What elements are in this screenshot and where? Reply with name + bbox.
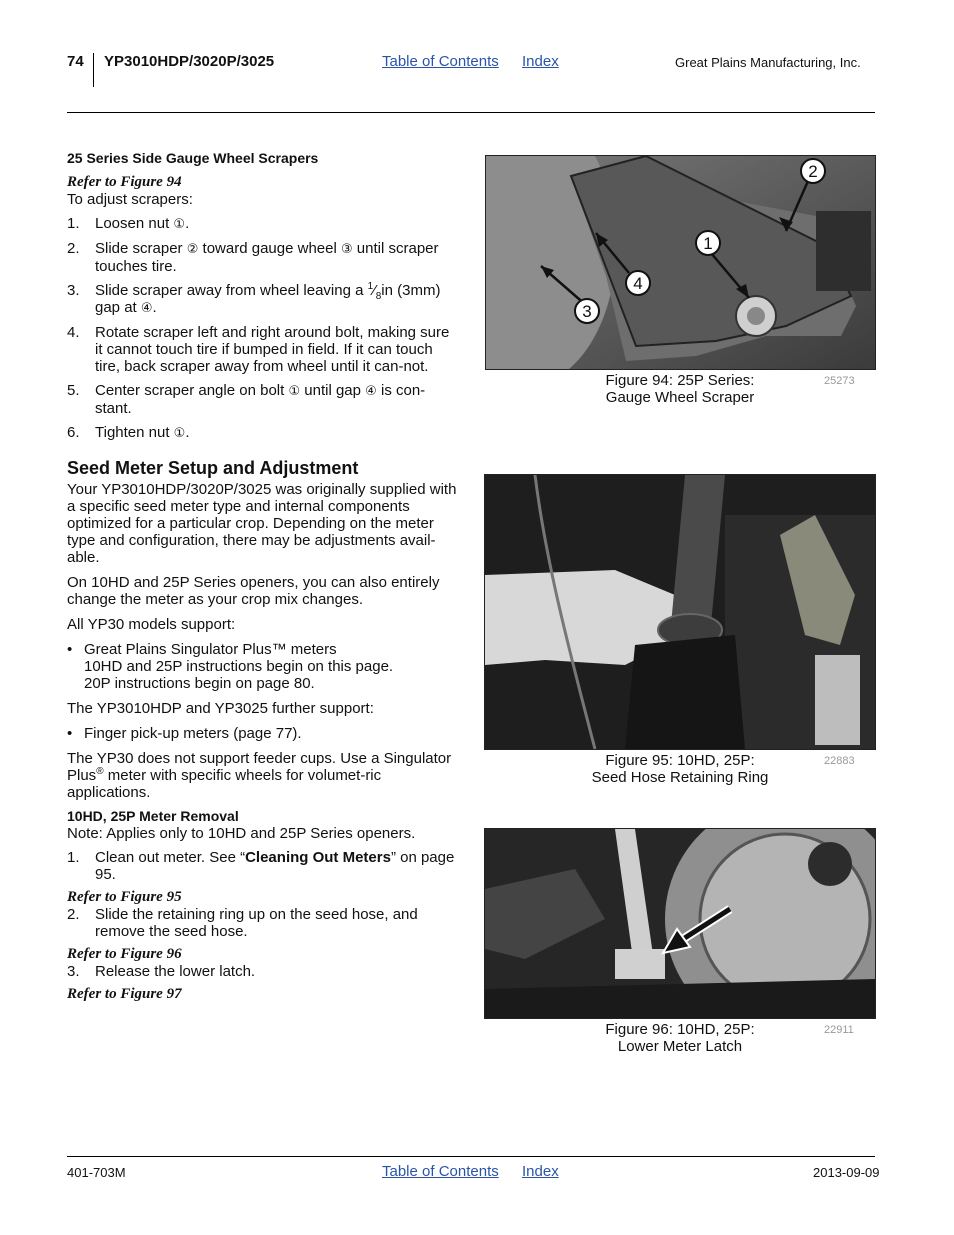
header-index-link[interactable]: Index	[522, 53, 559, 70]
removal-heading: 10HD, 25P Meter Removal	[67, 808, 239, 824]
figure-96-caption: Figure 96: 10HD, 25P: Lower Meter Latch	[605, 1021, 755, 1055]
note: Note: Applies only to 10HD and 25P Series openers.	[67, 825, 416, 842]
page-number: 74	[67, 53, 84, 70]
callout-overlay	[486, 156, 875, 369]
removal-step: 2. Slide the retaining ring up on the seed hose, and remove the seed hose.	[67, 906, 418, 940]
callout-1-label: 1	[703, 234, 713, 253]
scraper-step: 2. Slide scraper ② toward gauge wheel ③ until scraper touches tire.	[67, 240, 439, 275]
scraper-step: 3. Slide scraper away from wheel leaving a $^1⁄_8in$ (3mm) gap at ④.	[67, 281, 441, 316]
figure-reference: Refer to Figure 94	[67, 174, 182, 190]
paragraph: Your YP3010HDP/3020P/3025 was originally supplied with a specific seed meter type and internal components optimized for a particular crop. Depending on the meter type and configuration, there may be adjustments avail-able.	[67, 481, 457, 566]
cross-reference: Cleaning Out Meters	[245, 849, 391, 866]
scraper-heading: 25 Series Side Gauge Wheel Scrapers	[67, 150, 319, 166]
seed-hose-retaining-ring-image	[485, 475, 875, 749]
paragraph: The YP30 does not support feeder cups. Use a Singulator Plus® meter with specific wheels for volumet-ric applications.	[67, 750, 452, 801]
header-rule	[67, 112, 875, 113]
callout-4-label: 4	[633, 274, 643, 293]
left-column	[67, 150, 459, 1003]
scraper-step: 1. Loosen nut ①.	[67, 215, 190, 232]
figure-reference: Refer to Figure 97	[67, 986, 182, 1002]
footer-index-link[interactable]: Index	[522, 1163, 559, 1180]
list-item: • Great Plains Singulator Plus™ meters 10HD and 25P instructions begin on this page. 20P instructions begin on page 80.	[67, 641, 394, 692]
footer-rule	[67, 1156, 875, 1157]
paragraph: All YP30 models support:	[67, 616, 236, 633]
company-name: Great Plains Manufacturing, Inc.	[675, 55, 861, 70]
figure-95-number: 22883	[824, 755, 855, 767]
callout-3-label: 3	[582, 302, 592, 321]
figure-95-photo	[484, 474, 876, 750]
figure-94-number: 25273	[824, 375, 855, 387]
list-item: • Finger pick-up meters (page 77).	[67, 725, 302, 742]
figure-94-caption: Figure 94: 25P Series: Gauge Wheel Scraper	[605, 372, 755, 406]
figure-reference: Refer to Figure 96	[67, 946, 182, 962]
removal-step: 1. Clean out meter. See “Cleaning Out Meters” on page 95.	[67, 849, 455, 883]
figure-95-caption: Figure 95: 10HD, 25P: Seed Hose Retaining Ring	[591, 752, 769, 786]
arrow-overlay	[485, 829, 875, 1018]
seed-meter-heading: Seed Meter Setup and Adjustment	[67, 458, 359, 478]
paragraph: On 10HD and 25P Series openers, you can also entirely change the meter as your crop mix changes.	[67, 574, 440, 608]
document-date: 2013-09-09	[813, 1165, 880, 1180]
figure-94-photo	[485, 155, 876, 370]
scraper-step: 6. Tighten nut ①.	[67, 424, 190, 441]
header-toc-link[interactable]: Table of Contents	[382, 53, 499, 70]
callout-2-label: 2	[808, 162, 818, 181]
header-divider	[93, 53, 94, 87]
figure-96-photo	[484, 828, 876, 1019]
paragraph: The YP3010HDP and YP3025 further support:	[67, 700, 374, 717]
footer-toc-link[interactable]: Table of Contents	[382, 1163, 499, 1180]
scraper-step: 4. Rotate scraper left and right around bolt, making sure it cannot touch tire if bumped in field. If it can touch tire, back scraper away from wheel until it can-not.	[67, 324, 450, 375]
document-number: 401-703M	[67, 1165, 126, 1180]
figure-reference: Refer to Figure 95	[67, 889, 182, 905]
figure-96-number: 22911	[824, 1024, 854, 1036]
scraper-step: 5. Center scraper angle on bolt ① until gap ④ is con-stant.	[67, 382, 426, 417]
model-title: YP3010HDP/3020P/3025	[104, 53, 275, 70]
scraper-intro: To adjust scrapers:	[67, 191, 193, 208]
removal-step: 3. Release the lower latch.	[67, 963, 256, 980]
